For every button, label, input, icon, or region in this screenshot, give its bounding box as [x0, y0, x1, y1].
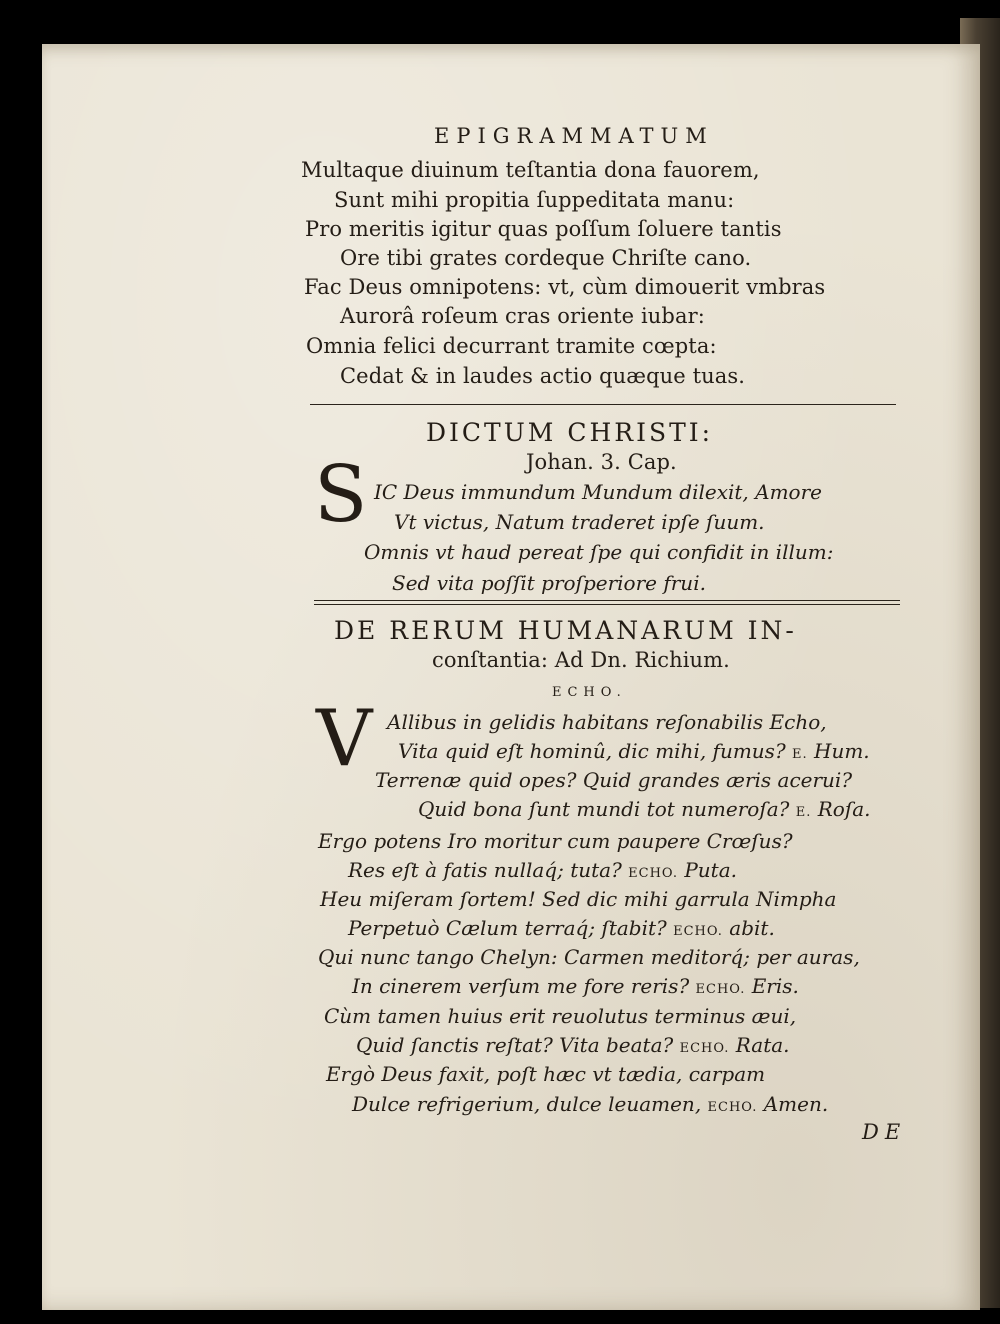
poem-line	[320, 887, 836, 911]
dictum-line: Omnis vt haud pereat ſpe qui confidit in illum:	[364, 540, 834, 564]
echo-label: ECHO.	[552, 685, 627, 700]
epigram-line: Ore tibi grates cordeque Chriſte cano.	[340, 246, 752, 270]
section-divider-thin	[314, 604, 900, 605]
poem-line-text: Qui nunc tango Chelyn: Carmen meditorq́; per auras,	[318, 945, 860, 969]
section-divider	[310, 404, 896, 405]
dictum-line: IC Deus immundum Mundum dilexit, Amore	[374, 480, 822, 504]
poem-line	[352, 974, 799, 998]
poem-line-text: Allibus in gelidis habitans reſonabilis Echo,	[387, 710, 827, 734]
poem-line	[387, 710, 827, 734]
dictum-line: Sed vita poſſit proſperiore frui.	[392, 571, 706, 595]
poem-line-text: Heu miſeram ſortem! Sed dic mihi garrula Nimpha	[320, 887, 837, 911]
poem-line	[324, 1004, 796, 1028]
poem-line	[318, 945, 860, 969]
echo-marker: ECHO.	[673, 924, 723, 939]
epigram-line: Multaque diuinum teſtantia dona fauorem,	[301, 158, 760, 182]
echo-answer: Eris.	[751, 974, 799, 998]
poem-title-line2: conſtantia: Ad Dn. Richium.	[432, 648, 730, 672]
echo-answer: Amen.	[763, 1092, 829, 1116]
poem-line-text: Dulce refrigerium, dulce leuamen,	[352, 1092, 702, 1116]
echo-marker: ECHO.	[628, 866, 678, 881]
echo-marker: ECHO.	[679, 1041, 730, 1056]
poem-line	[318, 829, 793, 853]
poem-line-text: Quid bona ſunt mundi tot numeroſa?	[418, 797, 790, 821]
poem-line-text: Terrenæ quid opes? Quid grandes æris acerui?	[375, 768, 853, 792]
poem-line-text: Res eſt à fatis nullaq́; tuta?	[348, 858, 622, 882]
echo-answer: abit.	[729, 916, 775, 940]
poem-line-text: Quid ſanctis reſtat? Vita beata?	[356, 1033, 674, 1057]
echo-answer: Hum.	[814, 739, 870, 763]
epigram-line: Pro meritis igitur quas poſſum ſoluere tantis	[305, 217, 782, 241]
poem-line-text: Vita quid eſt hominû, dic mihi, fumus?	[398, 739, 786, 763]
echo-answer: Puta.	[684, 858, 737, 882]
dictum-title: DICTUM CHRISTI:	[426, 418, 714, 447]
poem-line-text: Ergo potens Iro moritur cum paupere Crœſus?	[318, 829, 793, 853]
poem-line	[352, 1092, 828, 1116]
epigram-line: Omnia felici decurrant tramite cœpta:	[306, 334, 717, 358]
book-page	[42, 44, 980, 1310]
running-head: EPIGRAMMATUM	[434, 124, 714, 148]
dictum-dropcap: S	[314, 450, 368, 540]
poem-line	[348, 916, 775, 940]
poem-line-text: Ergò Deus faxit, poſt hæc vt tædia, carpam	[326, 1062, 766, 1086]
echo-marker: ECHO.	[707, 1100, 758, 1115]
poem-line-text: Perpetuò Cælum terraq́; ſtabit?	[348, 916, 667, 940]
epigram-line: Fac Deus omnipotens: vt, cùm dimouerit vmbras	[304, 275, 826, 299]
poem-line	[348, 858, 737, 882]
poem-line	[326, 1062, 765, 1086]
poem-dropcap: V	[316, 694, 373, 784]
poem-line	[356, 1033, 790, 1057]
echo-answer: Rata.	[735, 1033, 790, 1057]
echo-marker: ECHO.	[695, 982, 746, 997]
epigram-line: Sunt mihi propitia ſuppeditata manu:	[334, 188, 735, 212]
epigram-line: Aurorâ roſeum cras oriente iubar:	[340, 304, 705, 328]
echo-answer: Roſa.	[817, 797, 871, 821]
dictum-subtitle: Johan. 3. Cap.	[526, 450, 677, 474]
poem-line	[418, 797, 871, 821]
poem-line-text: Cùm tamen huius erit reuolutus terminus æui,	[324, 1004, 797, 1028]
poem-line	[375, 768, 852, 792]
poem-line	[398, 739, 870, 763]
section-divider	[314, 600, 900, 601]
poem-title: DE RERUM HUMANARUM IN-	[334, 616, 797, 645]
dictum-line: Vt victus, Natum traderet ipſe ſuum.	[394, 510, 765, 534]
echo-marker: E.	[792, 747, 808, 762]
echo-marker: E.	[795, 805, 812, 820]
poem-line-text: In cinerem verſum me fore reris?	[352, 974, 690, 998]
epigram-line: Cedat & in laudes actio quæque tuas.	[340, 364, 746, 388]
catchword: DE	[862, 1120, 907, 1144]
